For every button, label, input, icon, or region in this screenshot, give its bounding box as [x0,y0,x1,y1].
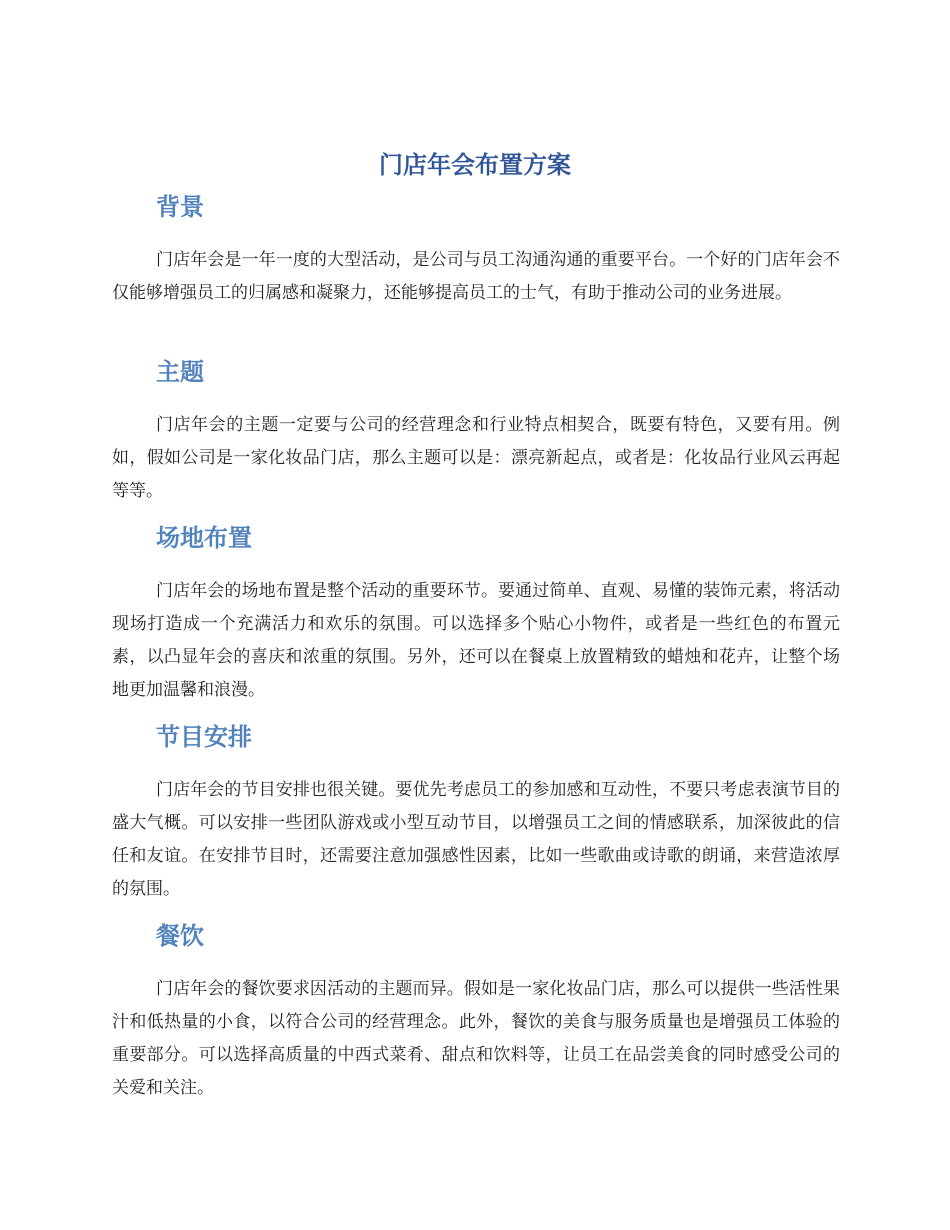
section-paragraph: 门店年会的主题一定要与公司的经营理念和行业特点相契合，既要有特色，又要有用。例如，假如公司是一家化妆品门店，那么主题可以是：漂亮新起点，或者是：化妆品行业风云再起等等。 [112,415,840,501]
section-heading: 餐饮 [156,922,204,950]
section-heading: 场地布置 [156,524,252,552]
section-paragraph: 门店年会的餐饮要求因活动的主题而异。假如是一家化妆品门店，那么可以提供一些活性果汁和低热量的小食，以符合公司的经营理念。此外，餐饮的美食与服务质量也是增强员工体验的重要部分。可以选择高质量的中西式菜肴、甜点和饮料等，让员工在品尝美食的同时感受公司的关爱和关注。 [112,979,840,1098]
section-paragraph: 门店年会的节目安排也很关键。要优先考虑员工的参加感和互动性，不要只考虑表演节目的盛大气概。可以安排一些团队游戏或小型互动节目，以增强员工之间的情感联系，加深彼此的信任和友谊。在安排节目时，还需要注意加强感性因素，比如一些歌曲或诗歌的朗诵，来营造浓厚的氛围。 [112,780,840,899]
section-paragraph: 门店年会是一年一度的大型活动，是公司与员工沟通沟通的重要平台。一个好的门店年会不仅能够增强员工的归属感和凝聚力，还能够提高员工的士气，有助于推动公司的业务进展。 [112,250,840,303]
section-heading: 主题 [156,358,204,386]
section-background [112,190,840,310]
section-heading: 背景 [156,193,204,221]
section-paragraph: 门店年会的场地布置是整个活动的重要环节。要通过简单、直观、易懂的装饰元素，将活动现场打造成一个充满活力和欢乐的氛围。可以选择多个贴心小物件，或者是一些红色的布置元素，以凸显年会的喜庆和浓重的氛围。另外，还可以在餐桌上放置精致的蜡烛和花卉，让整个场地更加温馨和浪漫。 [112,581,840,700]
section-catering [112,919,840,1105]
section-heading: 节目安排 [156,723,252,751]
section-venue-layout [112,521,840,707]
document-title: 门店年会布置方案 [379,151,571,179]
section-theme [112,355,840,508]
section-program-arrangement [112,720,840,906]
